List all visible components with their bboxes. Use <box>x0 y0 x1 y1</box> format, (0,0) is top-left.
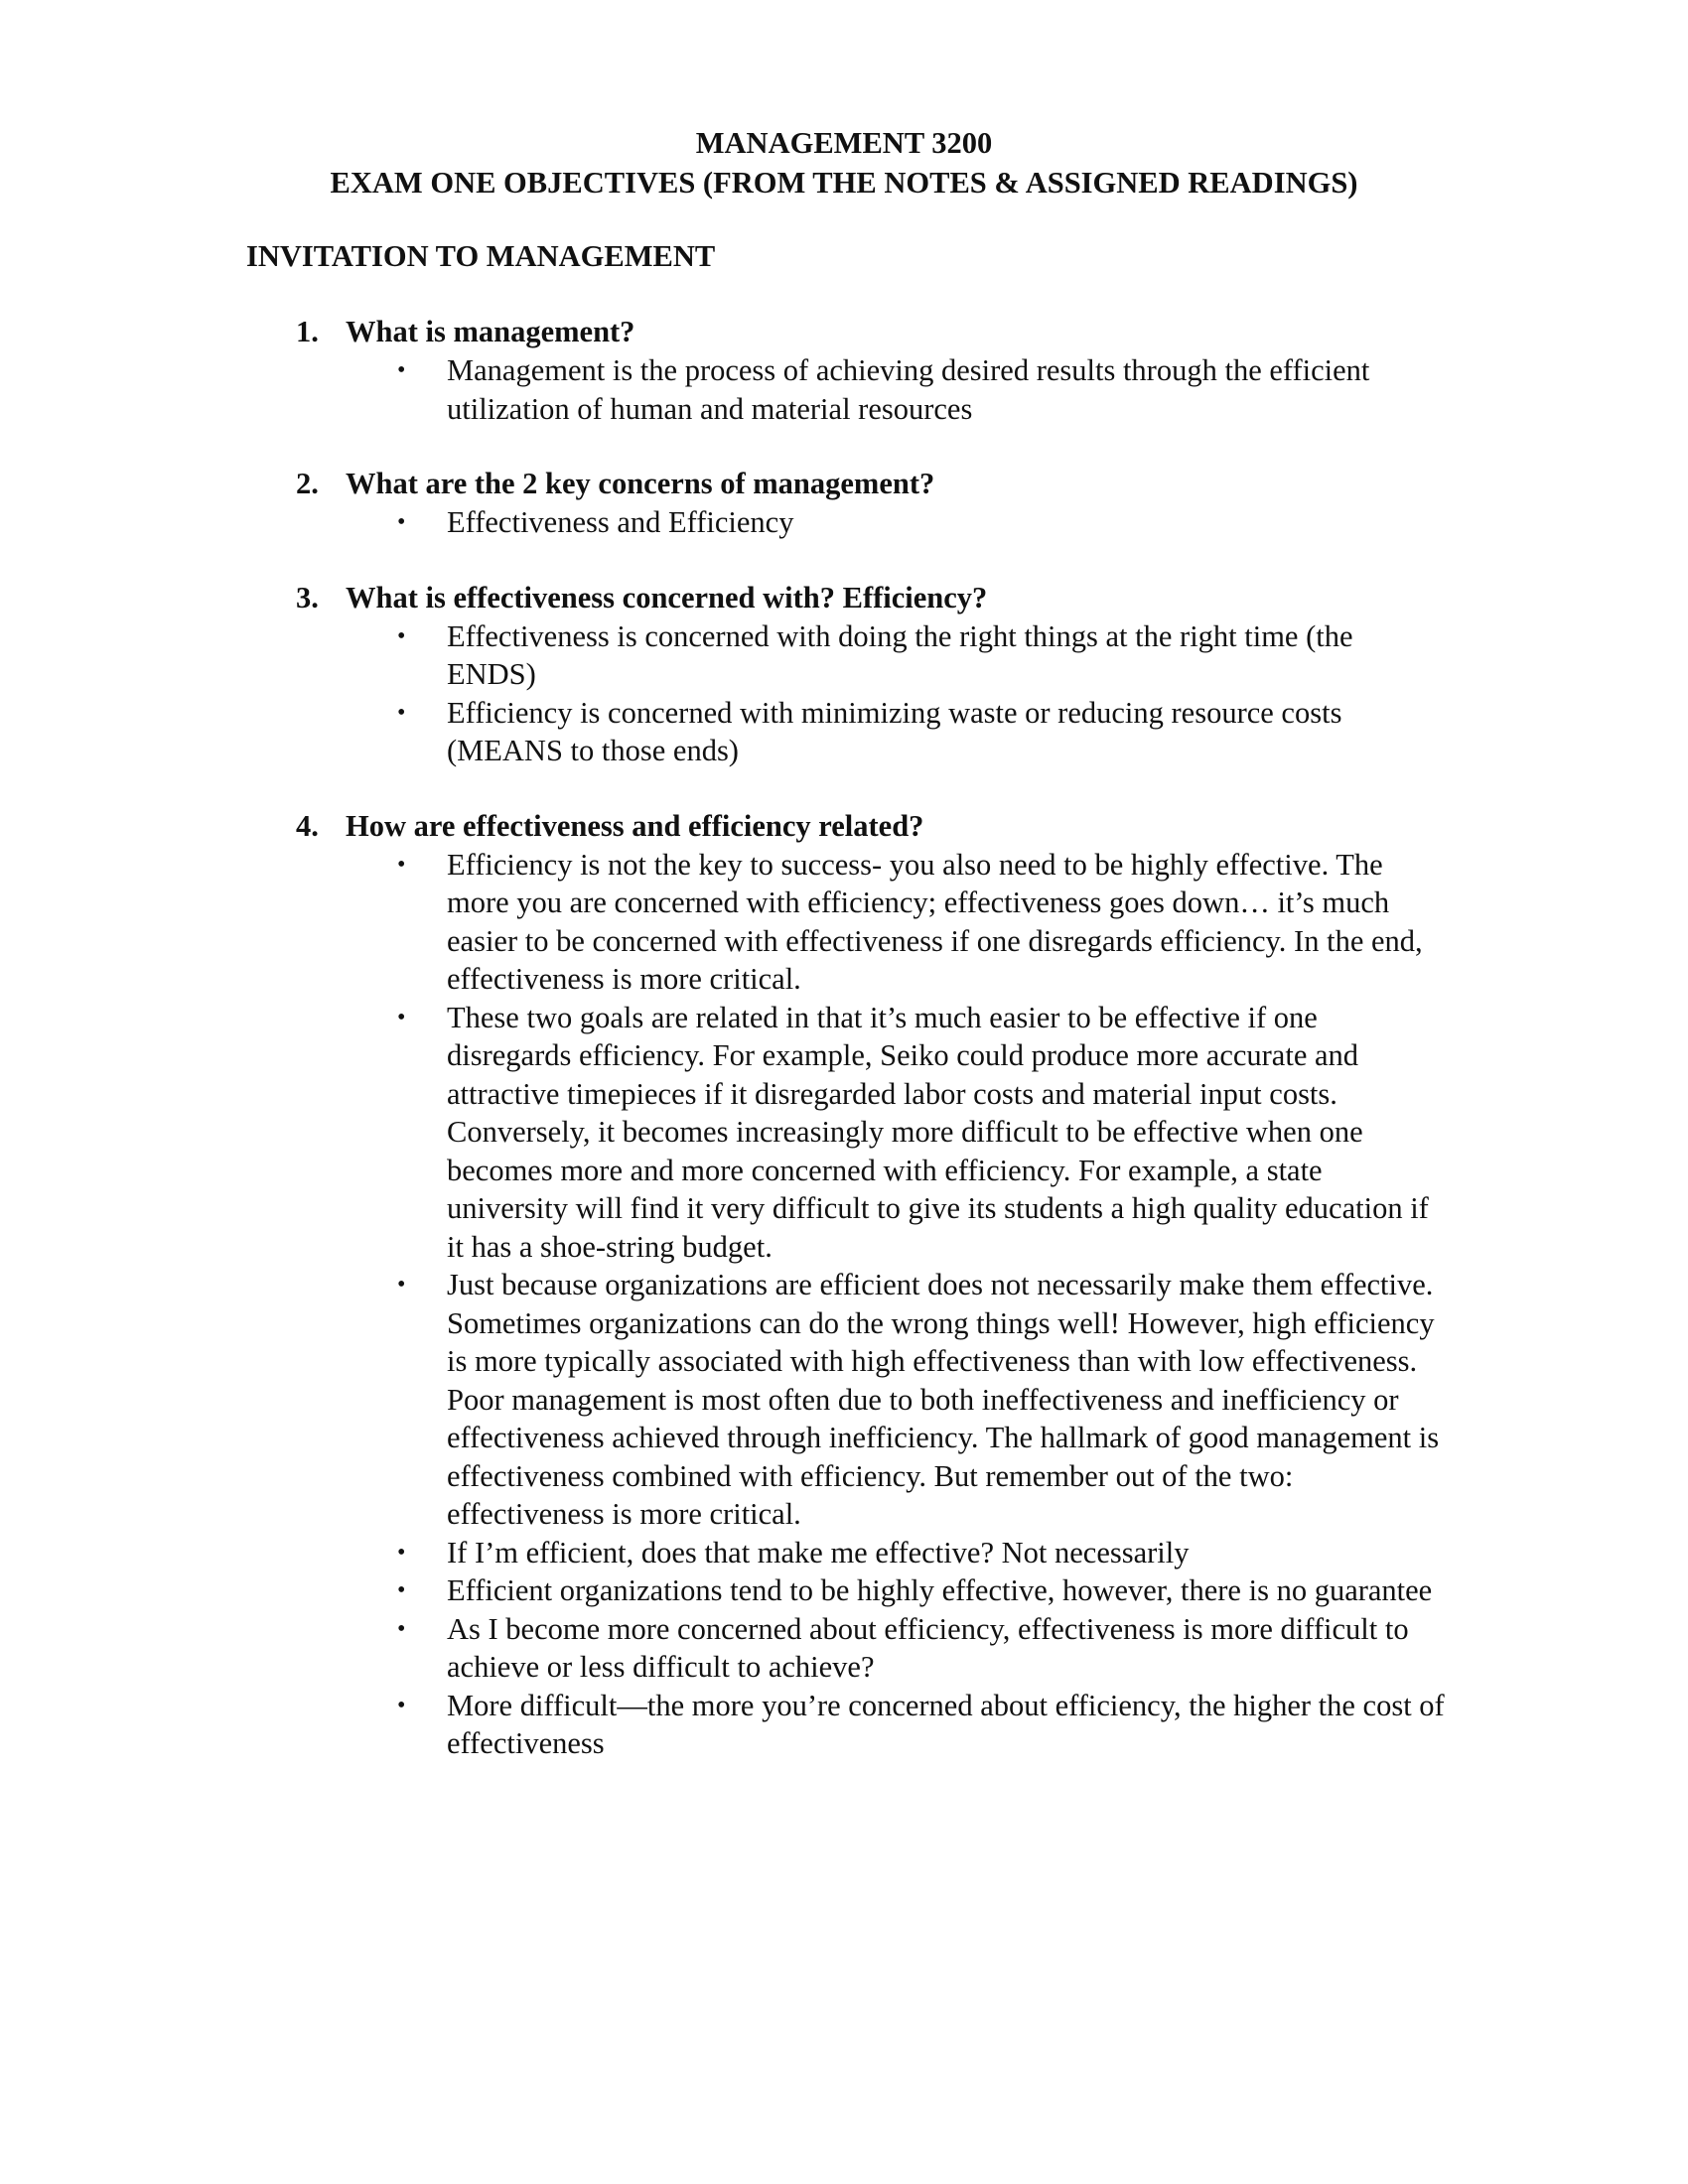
bullet-dot-icon: • <box>397 851 406 878</box>
bullet-dot-icon: • <box>397 1577 406 1603</box>
answer-bullet <box>395 1571 1448 1610</box>
question-item <box>296 312 1448 428</box>
question-number: 2. <box>296 467 319 500</box>
question-heading <box>296 806 1448 846</box>
question-number: 1. <box>296 315 319 348</box>
question-text: What is management? <box>346 315 635 348</box>
title-line-1: MANAGEMENT 3200 <box>695 126 993 160</box>
answer-text: Effectiveness and Efficiency <box>447 505 794 539</box>
answer-bullet-list <box>296 351 1448 428</box>
document-title <box>0 123 1688 203</box>
answer-text: Efficient organizations tend to be highly effective, however, there is no guarantee <box>447 1573 1433 1607</box>
bullet-dot-icon: • <box>397 1004 406 1030</box>
bullet-dot-icon: • <box>397 1615 406 1642</box>
answer-bullet-list <box>296 617 1448 770</box>
question-text: What is effectiveness concerned with? Efficiency? <box>346 580 988 614</box>
answer-bullet <box>395 351 1448 428</box>
question-list <box>296 312 1448 1799</box>
bullet-dot-icon: • <box>397 1539 406 1566</box>
bullet-dot-icon: • <box>397 509 406 535</box>
question-text: What are the 2 key concerns of management? <box>346 467 935 500</box>
question-item <box>296 806 1448 1763</box>
answer-text: Just because organizations are efficient does not necessarily make them effective. Sometimes organizations can do the wrong things well! However, high efficiency is more typically associated with high effectiveness than with low effectiveness. Poor management is most often due to both ineffectiveness and inefficiency or effectiveness achieved through inefficiency. The hallmark of good management is effectiveness combined with efficiency. But remember out of the two: effectiveness is more critical. <box>447 1268 1440 1531</box>
section-heading: INVITATION TO MANAGEMENT <box>246 239 716 273</box>
answer-bullet <box>395 694 1448 770</box>
question-item <box>296 578 1448 770</box>
answer-bullet-list <box>296 846 1448 1763</box>
bullet-dot-icon: • <box>397 1272 406 1297</box>
answer-text: If I’m efficient, does that make me effective? Not necessarily <box>447 1535 1190 1570</box>
bullet-dot-icon: • <box>397 622 406 649</box>
answer-bullet <box>395 1687 1448 1763</box>
answer-text: Effectiveness is concerned with doing the right things at the right time (the ENDS) <box>447 618 1353 691</box>
answer-text: Efficiency is concerned with minimizing waste or reducing resource costs (MEANS to those ends) <box>447 695 1342 767</box>
question-heading <box>296 464 1448 503</box>
title-line-2: EXAM ONE OBJECTIVES (FROM THE NOTES & ASSIGNED READINGS) <box>330 166 1358 200</box>
question-number: 3. <box>296 580 319 614</box>
answer-bullet <box>395 1266 1448 1534</box>
bullet-dot-icon: • <box>397 357 406 383</box>
answer-bullet <box>395 846 1448 999</box>
answer-bullet <box>395 1534 1448 1572</box>
question-number: 4. <box>296 808 319 843</box>
answer-text: As I become more concerned about efficiency, effectiveness is more difficult to achieve or less difficult to achieve? <box>447 1611 1409 1684</box>
answer-text: These two goals are related in that it’s much easier to be effective if one disregards efficiency. For example, Seiko could produce more accurate and attractive timepieces if it disregarded labor costs and material input costs. Conversely, it becomes increasingly more difficult to be effective when one becomes more and more concerned with efficiency. For example, a state university will find it very difficult to give its students a high quality education if it has a shoe-string budget. <box>447 1000 1429 1264</box>
answer-bullet <box>395 503 1448 542</box>
question-heading <box>296 578 1448 617</box>
answer-text: Efficiency is not the key to success- you also need to be highly effective. The more you are concerned with efficiency; effectiveness goes down… it’s much easier to be concerned with effectiveness if one disregards efficiency. In the end, effectiveness is more critical. <box>447 847 1423 996</box>
answer-bullet-list <box>296 503 1448 542</box>
answer-bullet <box>395 1610 1448 1687</box>
bullet-dot-icon: • <box>397 1692 406 1718</box>
bullet-dot-icon: • <box>397 699 406 726</box>
answer-bullet <box>395 999 1448 1267</box>
answer-bullet <box>395 617 1448 694</box>
question-item <box>296 464 1448 542</box>
answer-text: More difficult—the more you’re concerned about efficiency, the higher the cost of effectiveness <box>447 1688 1445 1760</box>
answer-text: Management is the process of achieving desired results through the efficient utilization of human and material resources <box>447 353 1370 426</box>
question-text: How are effectiveness and efficiency related? <box>346 808 924 843</box>
question-heading <box>296 312 1448 351</box>
